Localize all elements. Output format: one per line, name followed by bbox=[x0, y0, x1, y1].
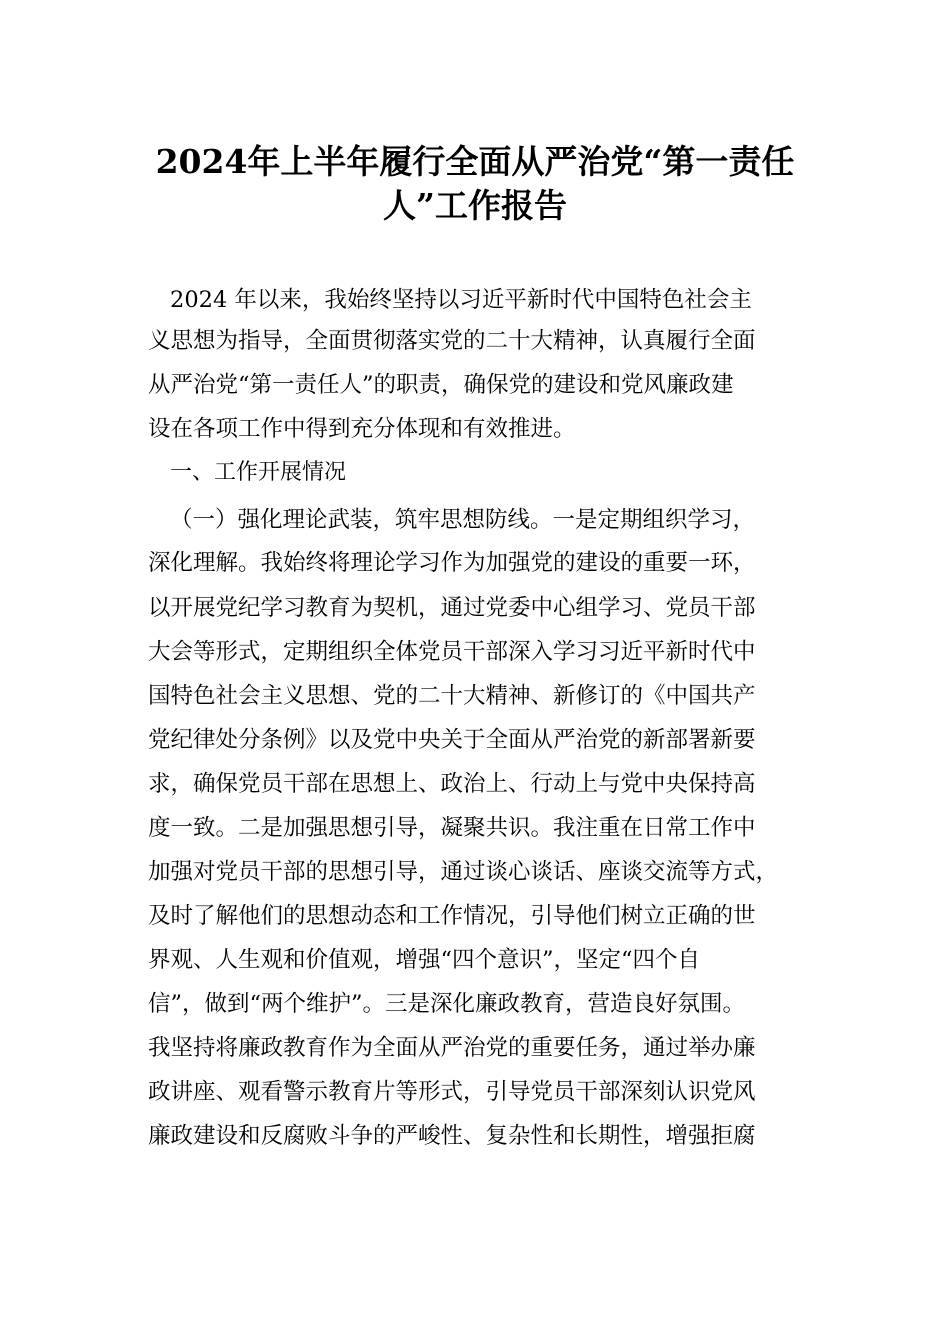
intro-line-1: 2024 年以来，我始终坚持以习近平新时代中国特色社会主 bbox=[170, 287, 752, 313]
body-line-15: 廉政建设和反腐败斗争的严峻性、复杂性和长期性，增强拒腐 bbox=[148, 1123, 756, 1149]
body-line-2: 深化理解。我始终将理论学习作为加强党的建设的重要一环， bbox=[148, 550, 756, 576]
body-line-7: 求，确保党员干部在思想上、政治上、行动上与党中央保持高 bbox=[148, 771, 756, 797]
intro-line-2: 义思想为指导，全面贯彻落实党的二十大精神，认真履行全面 bbox=[148, 328, 756, 354]
intro-line-3: 从严治党“第一责任人”的职责，确保党的建设和党风廉政建 bbox=[148, 372, 734, 398]
body-line-9: 加强对党员干部的思想引导，通过谈心谈话、座谈交流等方式， bbox=[148, 859, 779, 885]
body-line-11: 界观、人生观和价值观，增强“四个意识”，坚定“四个自 bbox=[148, 947, 701, 973]
body-line-1: （一）强化理论武装，筑牢思想防线。一是定期组织学习， bbox=[170, 507, 756, 533]
document-title-line-1: 2024年上半年履行全面从严治党“第一责任 bbox=[155, 142, 795, 181]
body-line-14: 政讲座、观看警示教育片等形式，引导党员干部深刻认识党风 bbox=[148, 1079, 756, 1105]
body-line-5: 国特色社会主义思想、党的二十大精神、新修订的《中国共产 bbox=[148, 683, 756, 709]
intro-line-4: 设在各项工作中得到充分体现和有效推进。 bbox=[148, 416, 576, 442]
body-line-10: 及时了解他们的思想动态和工作情况，引导他们树立正确的世 bbox=[148, 903, 756, 929]
body-line-12: 信”，做到“两个维护”。三是深化廉政教育，营造良好氛围。 bbox=[148, 991, 746, 1017]
body-line-4: 大会等形式，定期组织全体党员干部深入学习习近平新时代中 bbox=[148, 639, 756, 665]
body-line-13: 我坚持将廉政教育作为全面从严治党的重要任务，通过举办廉 bbox=[148, 1035, 756, 1061]
body-line-8: 度一致。二是加强思想引导，凝聚共识。我注重在日常工作中 bbox=[148, 815, 756, 841]
body-line-6: 党纪律处分条例》以及党中央关于全面从严治党的新部署新要 bbox=[148, 727, 756, 753]
section-heading: 一、工作开展情况 bbox=[170, 460, 347, 485]
body-line-3: 以开展党纪学习教育为契机，通过党委中心组学习、党员干部 bbox=[148, 595, 756, 621]
document-title-line-2: 人”工作报告 bbox=[383, 186, 567, 225]
